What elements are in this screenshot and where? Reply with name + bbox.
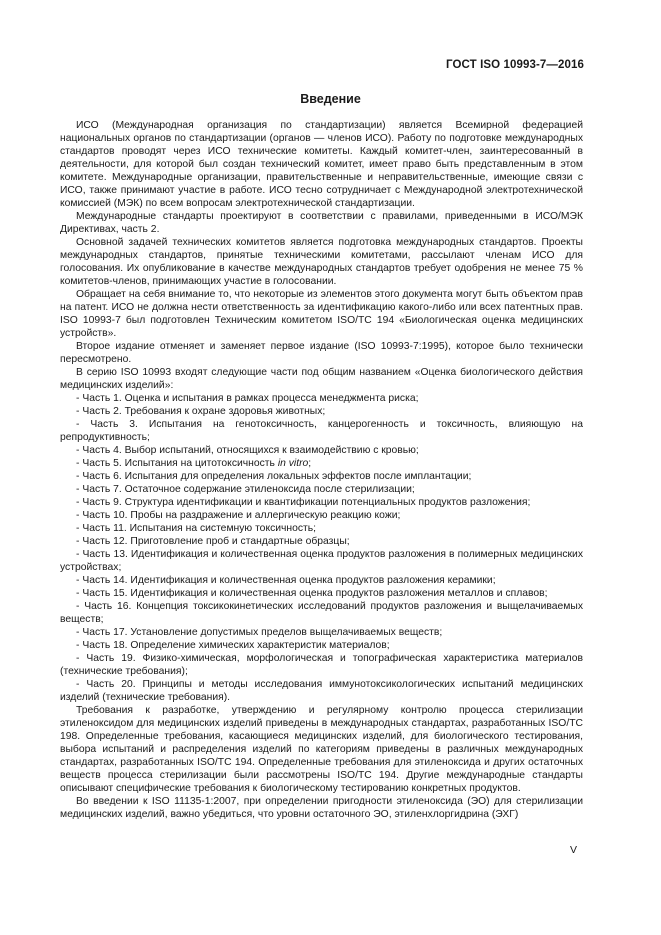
- paragraph: Во введении к ISO 11135-1:2007, при определении пригодности этиленоксида (ЭО) для стерилизации медицинских изделий, важно убедиться, что уровни остаточного ЭО, этиленхлоргидрина (ЭХГ): [60, 796, 583, 820]
- list-item: - Часть 10. Пробы на раздражение и аллергическую реакцию кожи;: [76, 510, 401, 521]
- paragraph: В серию ISO 10993 входят следующие части под общим названием «Оценка биологического действия медицинских изделий»:: [60, 367, 583, 391]
- list-item: - Часть 18. Определение химических характеристик материалов;: [76, 640, 390, 651]
- list-item: - Часть 20. Принципы и методы исследования иммунотоксикологических испытаний медицинских изделий (технические требования).: [60, 679, 583, 703]
- list-item: - Часть 14. Идентификация и количественная оценка продуктов разложения керамики;: [76, 575, 496, 586]
- document-id: ГОСТ ISO 10993-7—2016: [446, 59, 584, 71]
- paragraph: ИСО (Международная организация по стандартизации) является Всемирной федерацией национальных органов по стандартизации (органов — членов ИСО). Работу по подготовке международных стандартов проводят через ИСО технические комитеты. Каждый комитет-член, заинтересованный в деятельности, для которой был создан технический комитет, имеет право быть представленным в этом комитете. Международные организации, правительственные и неправительственные, имеющие связи с ИСО, также принимают участие в работе. ИСО тесно сотрудничает с Международной электротехнической комиссией (МЭК) по всем вопросам электротехнической стандартизации.: [60, 120, 583, 209]
- paragraph: Международные стандарты проектируют в соответствии с правилами, приведенными в ИСО/МЭК Директивах, часть 2.: [60, 211, 583, 235]
- list-item: - Часть 3. Испытания на генотоксичность, канцерогенность и токсичность, влияющую на репродуктивность;: [60, 419, 583, 443]
- list-item: - Часть 7. Остаточное содержание этиленоксида после стерилизации;: [76, 484, 415, 495]
- list-item: - Часть 6. Испытания для определения локальных эффектов после имплантации;: [76, 471, 472, 482]
- list-item: - Часть 17. Установление допустимых пределов выщелачиваемых веществ;: [76, 627, 443, 638]
- list-item: - Часть 13. Идентификация и количественная оценка продуктов разложения в полимерных медицинских устройствах;: [60, 549, 583, 573]
- list-item: - Часть 11. Испытания на системную токсичность;: [76, 523, 317, 534]
- list-item: - Часть 9. Структура идентификации и квантификации потенциальных продуктов разложения;: [76, 497, 531, 508]
- list-item-text: - Часть 5. Испытания на цитотоксичность: [76, 458, 278, 469]
- list-item-end: ;: [308, 458, 312, 469]
- italic-term: in vitro: [277, 458, 309, 469]
- list-item: - Часть 16. Концепция токсикокинетических исследований продуктов разложения и выщелачиваемых веществ;: [60, 601, 583, 625]
- list-item: - Часть 19. Физико-химическая, морфологическая и топографическая характеристика материалов (технические требования);: [60, 653, 583, 677]
- list-item: - Часть 12. Приготовление проб и стандартные образцы;: [76, 536, 350, 547]
- list-item: [60, 457, 583, 470]
- paragraph: Второе издание отменяет и заменяет первое издание (ISO 10993-7:1995), которое было технически пересмотрено.: [60, 341, 583, 365]
- list-item: - Часть 4. Выбор испытаний, относящихся к взаимодействию с кровью;: [76, 445, 419, 456]
- body-text: [60, 119, 583, 821]
- section-title: Введение: [300, 92, 361, 106]
- paragraph: Основной задачей технических комитетов является подготовка международных стандартов. Проекты международных стандартов, принятые техническими комитетами, рассылают членам ИСО для голосования. Их опубликование в качестве международных стандартов требует одобрения не менее 75 % комитетов-членов, принимающих участие в голосовании.: [60, 237, 583, 287]
- list-item: - Часть 2. Требования к охране здоровья животных;: [76, 406, 326, 417]
- paragraph: Требования к разработке, утверждению и регулярному контролю процесса стерилизации этиленоксидом для медицинских изделий приведены в международных стандартах, разработанных ISO/TC 198. Определенные требования, касающиеся медицинских изделий, для биологического тестирования, выбора испытаний и распределения изделий по категориям приведены в различных международных стандартах, разработанных ISO/TC 194. Определенные требования для этиленоксида и других остаточных веществ процесса стерилизации были рассмотрены ISO/TC 194. Другие международные стандарты описывают специфические требования к биологическому тестированию конкретных продуктов.: [60, 705, 583, 794]
- page-number: V: [569, 844, 577, 856]
- paragraph: Обращает на себя внимание то, что некоторые из элементов этого документа могут быть объектом прав на патент. ИСО не должна нести ответственность за идентификацию какого-либо или всех патентных прав. ISO 10993-7 был подготовлен Техническим комитетом ISO/TC 194 «Биологическая оценка медицинских устройств».: [60, 289, 583, 339]
- list-item: - Часть 15. Идентификация и количественная оценка продуктов разложения металлов и сплавов;: [76, 588, 548, 599]
- list-item: - Часть 1. Оценка и испытания в рамках процесса менеджмента риска;: [76, 393, 419, 404]
